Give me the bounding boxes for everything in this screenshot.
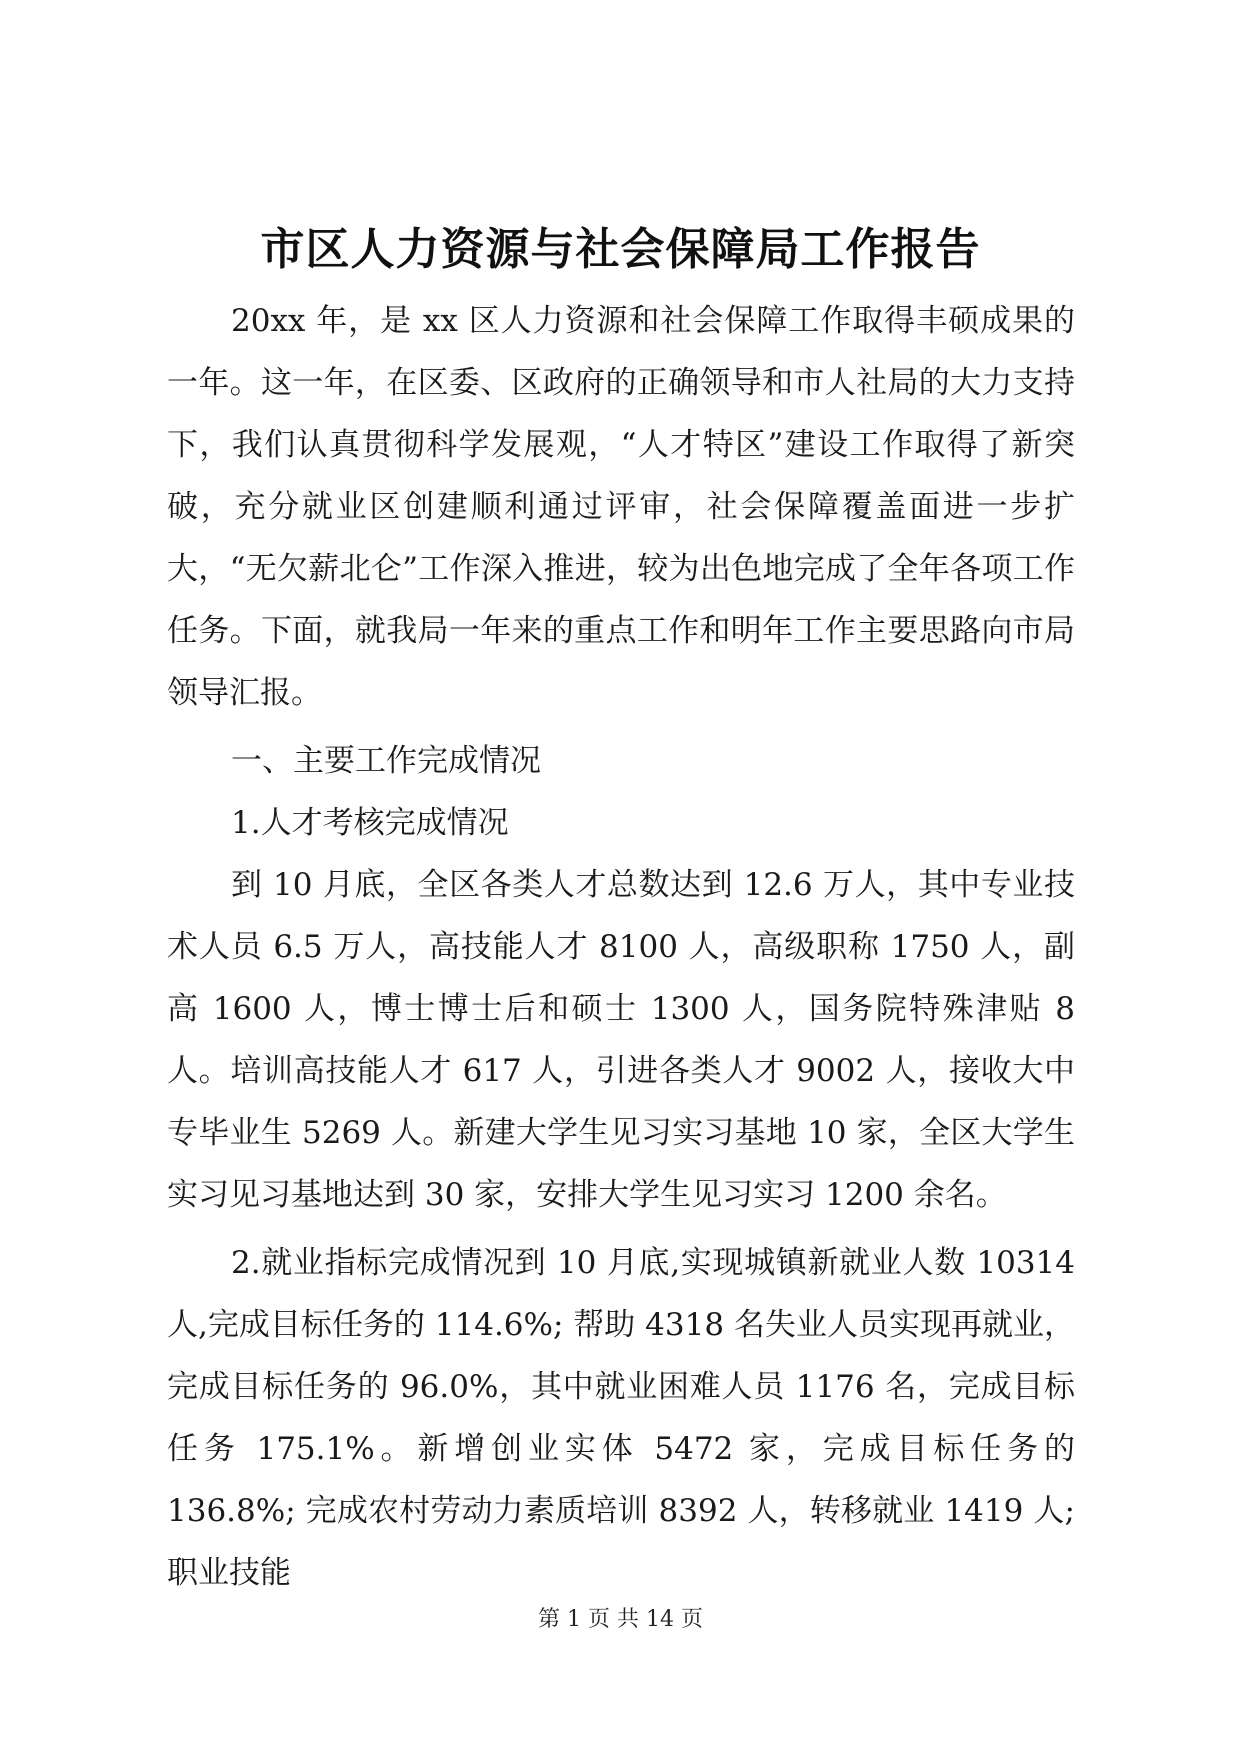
subsection-heading-talent: 1.人才考核完成情况 <box>231 805 509 841</box>
section-heading-main-work: 一、主要工作完成情况 <box>231 743 541 779</box>
document-title: 市区人力资源与社会保障局工作报告 <box>260 224 981 275</box>
paragraph-intro: 20xx 年，是 xx 区人力资源和社会保障工作取得丰硕成果的一年。这一年，在区委、区政府的正确领导和市人社局的大力支持下，我们认真贯彻科学发展观，“人才特区”建设工作取得了新突破，充分就业区创建顺利通过评审，社会保障覆盖面进一步扩大，“无欠薪北仑”工作深入推进，较为出色地完成了全年各项工作任务。下面，就我局一年来的重点工作和明年工作主要思路向市局领导汇报。 <box>167 303 1075 711</box>
paragraph-employment-stats: 2.就业指标完成情况到 10 月底,实现城镇新就业人数 10314 人,完成目标任务的 114.6%; 帮助 4318 名失业人员实现再就业，完成目标任务的 96.0%，其中就业困难人员 1176 名，完成目标任务 175.1%。新增创业实体 5472 家，完成目标任务的 136.8%; 完成农村劳动力素质培训 8392 人，转移就业 1419 人; 职业技能 <box>167 1245 1075 1591</box>
document-body <box>167 290 1075 1604</box>
page-footer: 第 1 页 共 14 页 <box>538 1607 703 1632</box>
paragraph-talent-stats: 到 10 月底，全区各类人才总数达到 12.6 万人，其中专业技术人员 6.5 万人，高技能人才 8100 人，高级职称 1750 人，副高 1600 人，博士博士后和硕士 1300 人，国务院特殊津贴 8 人。培训高技能人才 617 人，引进各类人才 9002 人，接收大中专毕业生 5269 人。新建大学生见习实习基地 10 家，全区大学生实习见习基地达到 30 家，安排大学生见习实习 1200 余名。 <box>167 867 1075 1213</box>
